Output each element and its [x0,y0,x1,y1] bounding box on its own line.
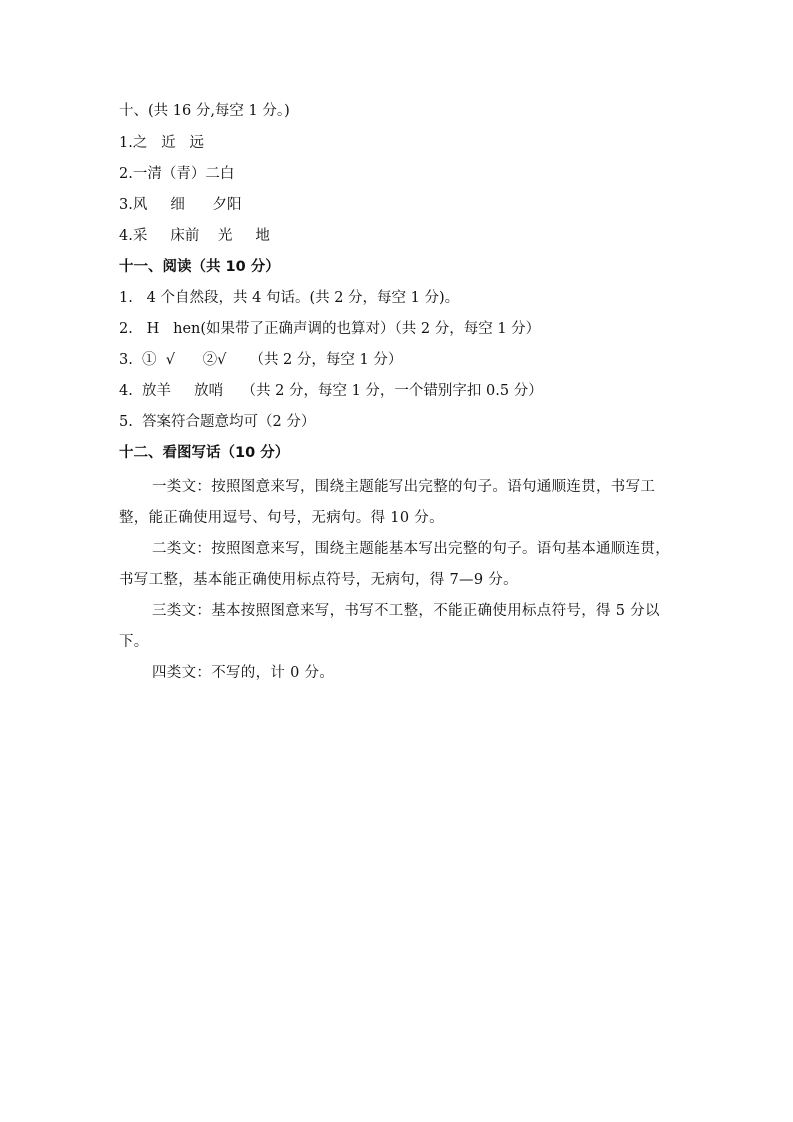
section-10-item-4: 4.采 床前 光 地 [119,228,270,244]
section-10-heading: 十、(共 16 分,每空 1 分。) [119,103,290,119]
section-10-item-3: 3.风 细 夕阳 [119,197,242,213]
section-11-item-5: 5. 答案符合题意均可（2 分） [119,414,316,430]
section-10-item-2: 2.一清（青）二白 [119,166,235,182]
section-11-item-3: 3. ① √ ②√ （共 2 分，每空 1 分） [119,352,403,368]
section-12-paragraph-3: 三类文：基本按照图意来写，书写不工整，不能正确使用标点符号，得 5 分以下。 [119,603,660,650]
section-11-heading: 十一、阅读（共 10 分） [119,259,280,275]
section-12-paragraph-2: 二类文：按照图意来写，围绕主题能基本写出完整的句子。语句基本通顺连贯，书写工整，基本能正确使用标点符号，无病句，得 7—9 分。 [119,541,670,588]
section-11-item-1: 1. 4 个自然段，共 4 句话。(共 2 分，每空 1 分)。 [119,290,460,306]
section-12-heading: 十二、看图写话（10 分） [119,445,290,461]
section-11-item-4: 4. 放羊 放哨 （共 2 分，每空 1 分，一个错别字扣 0.5 分） [119,383,543,399]
section-12-paragraph-1: 一类文：按照图意来写，围绕主题能写出完整的句子。语句通顺连贯，书写工整，能正确使用逗号、句号，无病句。得 10 分。 [119,479,656,526]
section-11-item-2: 2. H hen(如果带了正确声调的也算对）（共 2 分，每空 1 分） [119,321,541,337]
section-10-item-1: 1.之 近 远 [119,135,204,151]
section-12-paragraph-4: 四类文：不写的，计 0 分。 [152,665,335,681]
